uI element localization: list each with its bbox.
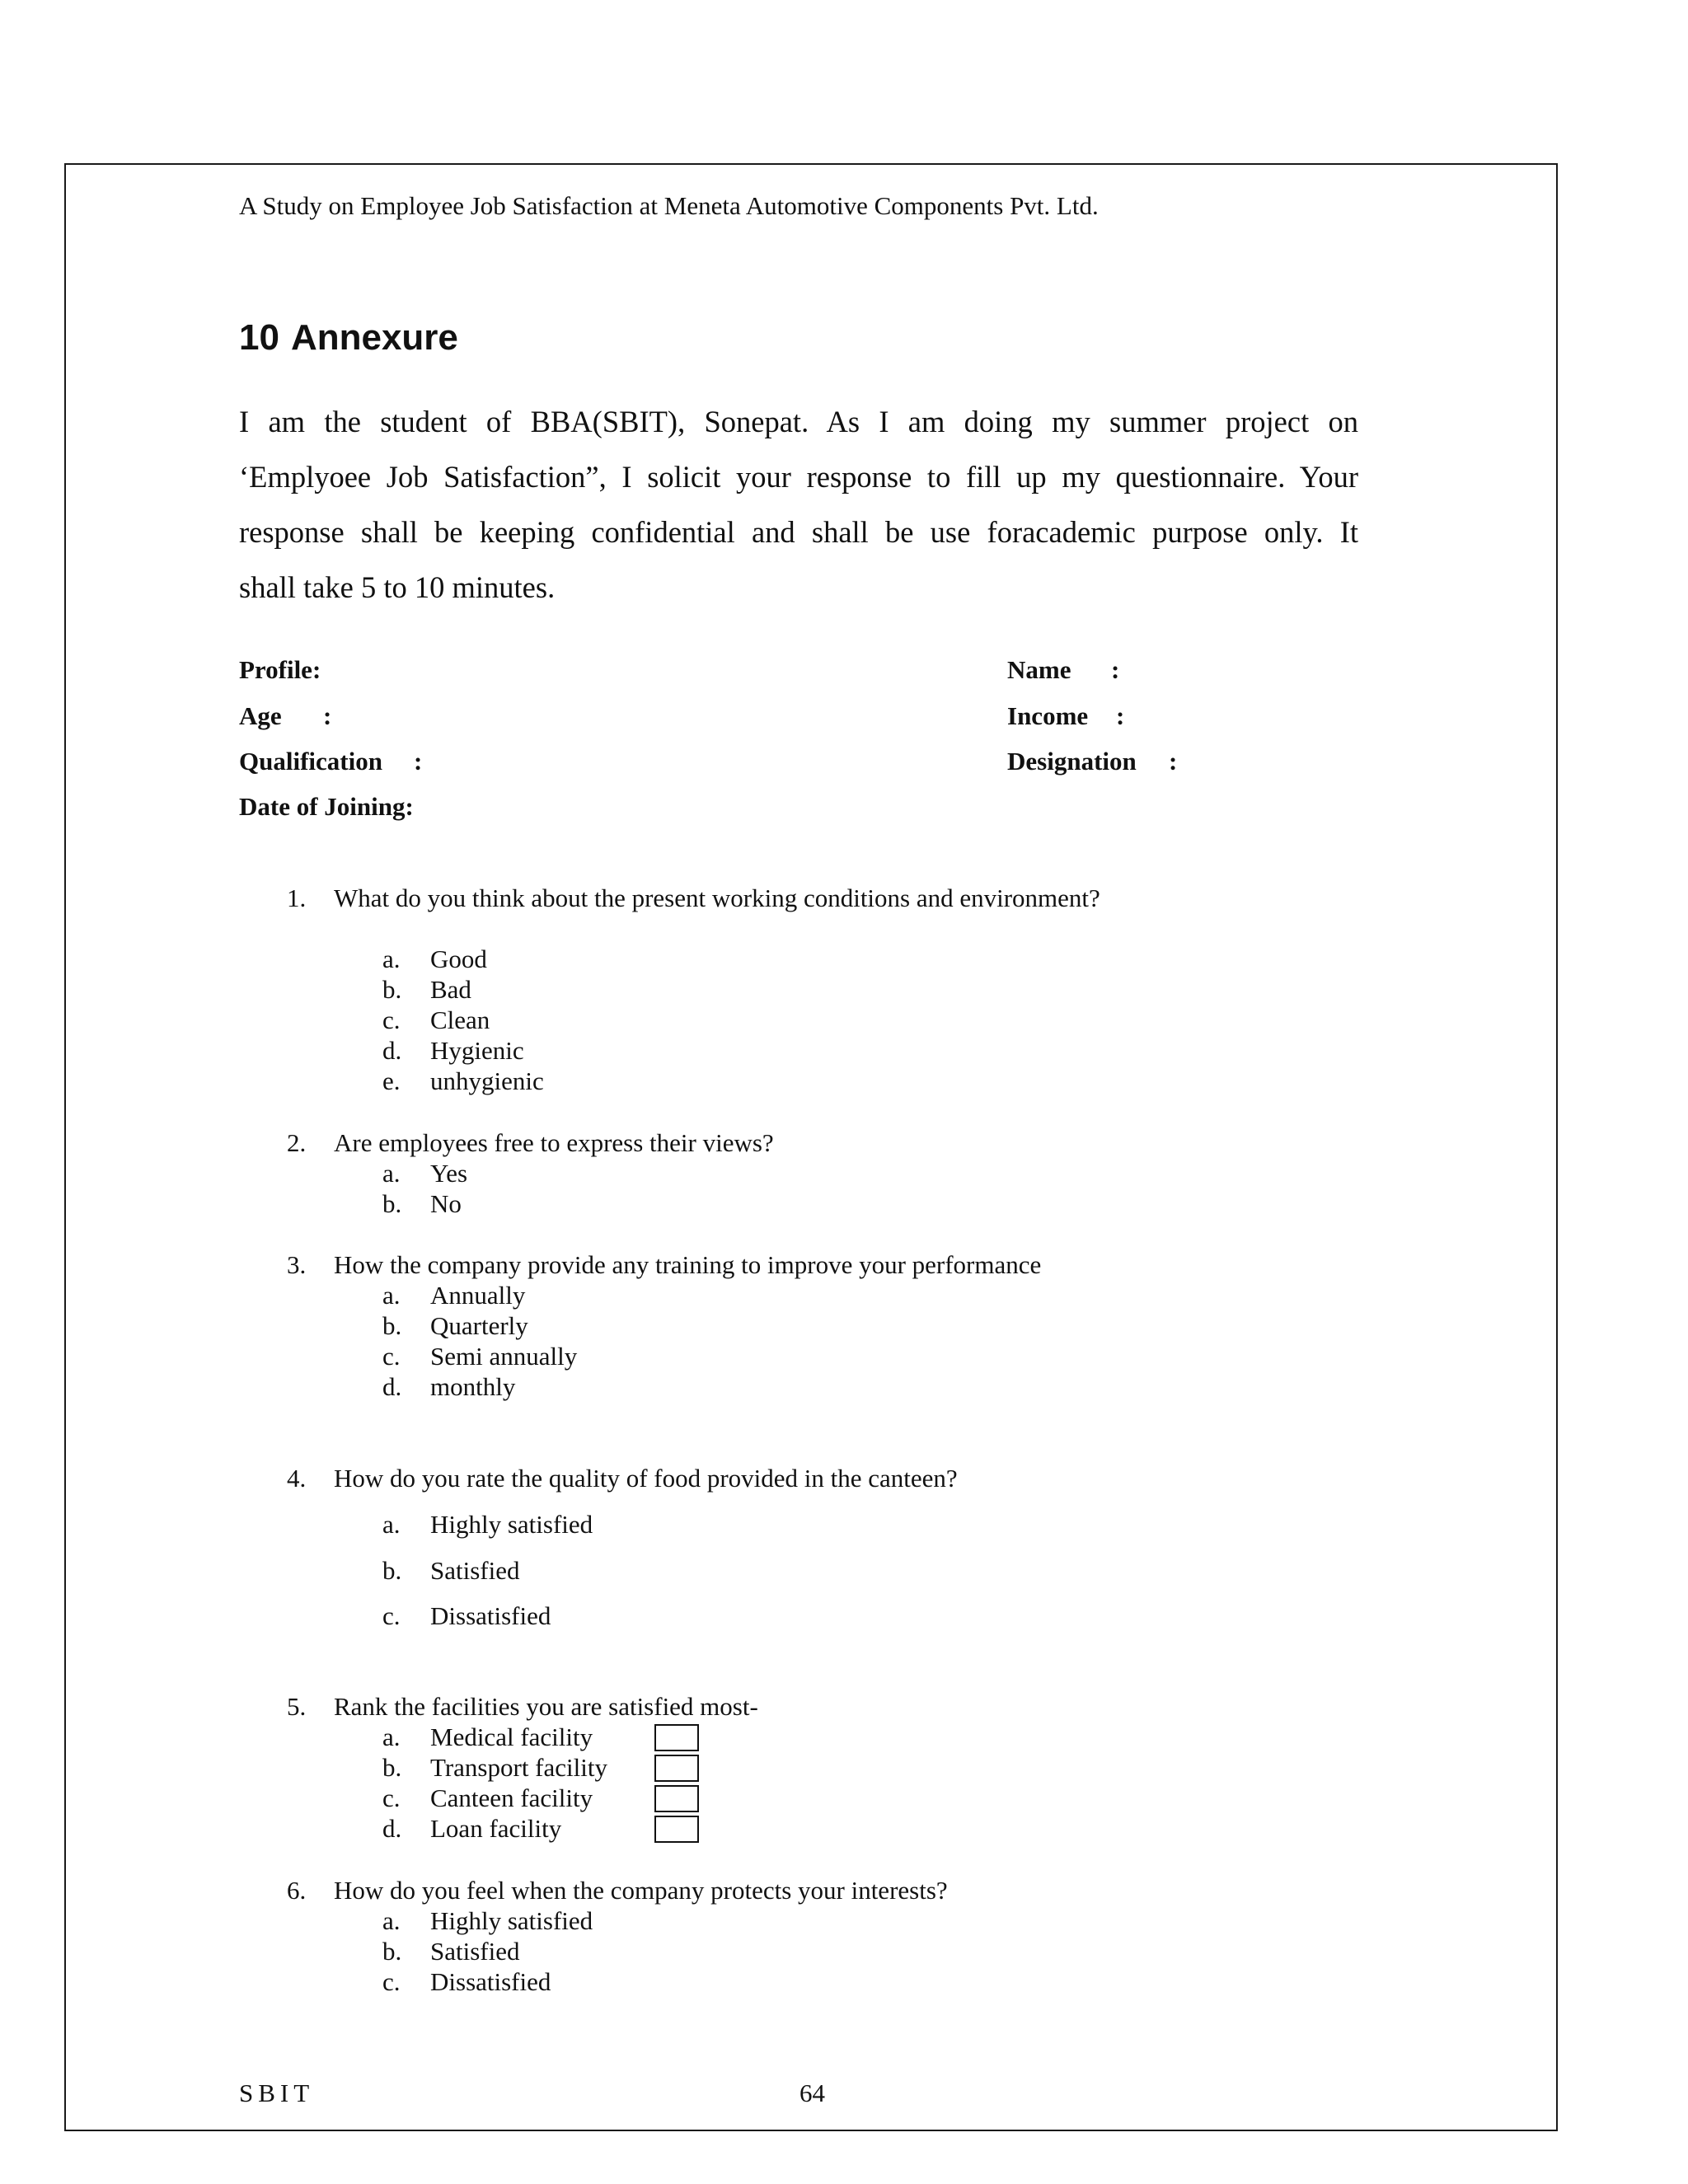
intro-line: response shall be keeping confidential and shall be use foracademic purpose only. It — [239, 515, 1358, 549]
question-number: 4. — [287, 1464, 307, 1493]
option-letter: b. — [382, 1556, 402, 1585]
option-text: Good — [430, 944, 487, 973]
intro-line: I am the student of BBA(SBIT), Sonepat. As I am doing my summer project on — [239, 405, 1358, 438]
option-text: Loan facility — [430, 1814, 562, 1843]
option-letter: b. — [382, 1189, 402, 1218]
question-number: 5. — [287, 1692, 307, 1721]
option-text: Transport facility — [430, 1753, 607, 1782]
designation-label: Designation — [1007, 747, 1137, 776]
income-colon: : — [1116, 701, 1125, 730]
question-text: How do you feel when the company protects your interests? — [334, 1876, 948, 1905]
rank-input-box[interactable] — [654, 1816, 699, 1843]
option-letter: c. — [382, 1967, 401, 1996]
option-text: Medical facility — [430, 1722, 593, 1751]
question-number: 3. — [287, 1250, 307, 1279]
qualification-colon: : — [414, 747, 423, 776]
option-letter: d. — [382, 1814, 402, 1843]
date-of-joining-label: Date of Joining: — [239, 792, 414, 821]
question-text: What do you think about the present working conditions and environment? — [334, 883, 1100, 912]
option-text: Quarterly — [430, 1311, 528, 1340]
question-text: How do you rate the quality of food provided in the canteen? — [334, 1464, 958, 1493]
option-letter: e. — [382, 1066, 401, 1095]
question-text: Are employees free to express their views? — [334, 1128, 774, 1157]
intro-line: shall take 5 to 10 minutes. — [239, 570, 556, 604]
running-header: A Study on Employee Job Satisfaction at Meneta Automotive Components Pvt. Ltd. — [239, 191, 1099, 220]
option-letter: c. — [382, 1005, 401, 1034]
page-number: 64 — [799, 2079, 825, 2107]
profile-label: Profile: — [239, 655, 321, 684]
option-text: Highly satisfied — [430, 1510, 593, 1539]
option-letter: b. — [382, 975, 402, 1004]
option-text: Hygienic — [430, 1036, 524, 1065]
option-letter: b. — [382, 1753, 402, 1782]
rank-input-box[interactable] — [654, 1755, 699, 1782]
question-text: How the company provide any training to improve your performance — [334, 1250, 1042, 1279]
intro-line: ‘Emplyoee Job Satisfaction”, I solicit your response to fill up my questionnaire. Your — [239, 460, 1358, 494]
option-letter: a. — [382, 1281, 401, 1310]
option-letter: a. — [382, 1906, 401, 1935]
age-colon: : — [323, 701, 332, 730]
option-letter: b. — [382, 1937, 402, 1966]
question-text: Rank the facilities you are satisfied most- — [334, 1692, 758, 1721]
option-letter: a. — [382, 1159, 401, 1188]
option-text: Semi annually — [430, 1342, 578, 1371]
option-letter: b. — [382, 1311, 402, 1340]
option-text: Clean — [430, 1005, 490, 1034]
option-letter: a. — [382, 1722, 401, 1751]
option-text: Satisfied — [430, 1937, 520, 1966]
option-text: unhygienic — [430, 1066, 544, 1095]
option-text: No — [430, 1189, 462, 1218]
footer-institution: SBIT — [239, 2079, 315, 2107]
rank-input-box[interactable] — [654, 1785, 699, 1812]
option-letter: c. — [382, 1342, 401, 1371]
option-text: Canteen facility — [430, 1783, 593, 1812]
option-letter: a. — [382, 944, 401, 973]
option-text: Yes — [430, 1159, 468, 1188]
question-number: 6. — [287, 1876, 307, 1905]
option-text: Highly satisfied — [430, 1906, 593, 1935]
name-label: Name — [1007, 655, 1071, 684]
income-label: Income — [1007, 701, 1089, 730]
option-text: Bad — [430, 975, 471, 1004]
option-letter: d. — [382, 1372, 402, 1401]
option-text: Satisfied — [430, 1556, 520, 1585]
name-colon: : — [1111, 655, 1120, 684]
option-letter: a. — [382, 1510, 401, 1539]
option-text: Dissatisfied — [430, 1967, 551, 1996]
question-number: 1. — [287, 883, 307, 912]
option-text: Dissatisfied — [430, 1601, 551, 1630]
section-number: 10 — [239, 317, 279, 358]
option-text: monthly — [430, 1372, 516, 1401]
option-letter: c. — [382, 1601, 401, 1630]
option-letter: c. — [382, 1783, 401, 1812]
designation-colon: : — [1169, 747, 1178, 776]
question-number: 2. — [287, 1128, 307, 1157]
rank-input-box[interactable] — [654, 1724, 699, 1751]
section-title: Annexure — [290, 317, 458, 358]
section-heading — [239, 317, 458, 359]
qualification-label: Qualification — [239, 747, 382, 776]
age-label: Age — [239, 701, 282, 730]
option-letter: d. — [382, 1036, 402, 1065]
option-text: Annually — [430, 1281, 526, 1310]
